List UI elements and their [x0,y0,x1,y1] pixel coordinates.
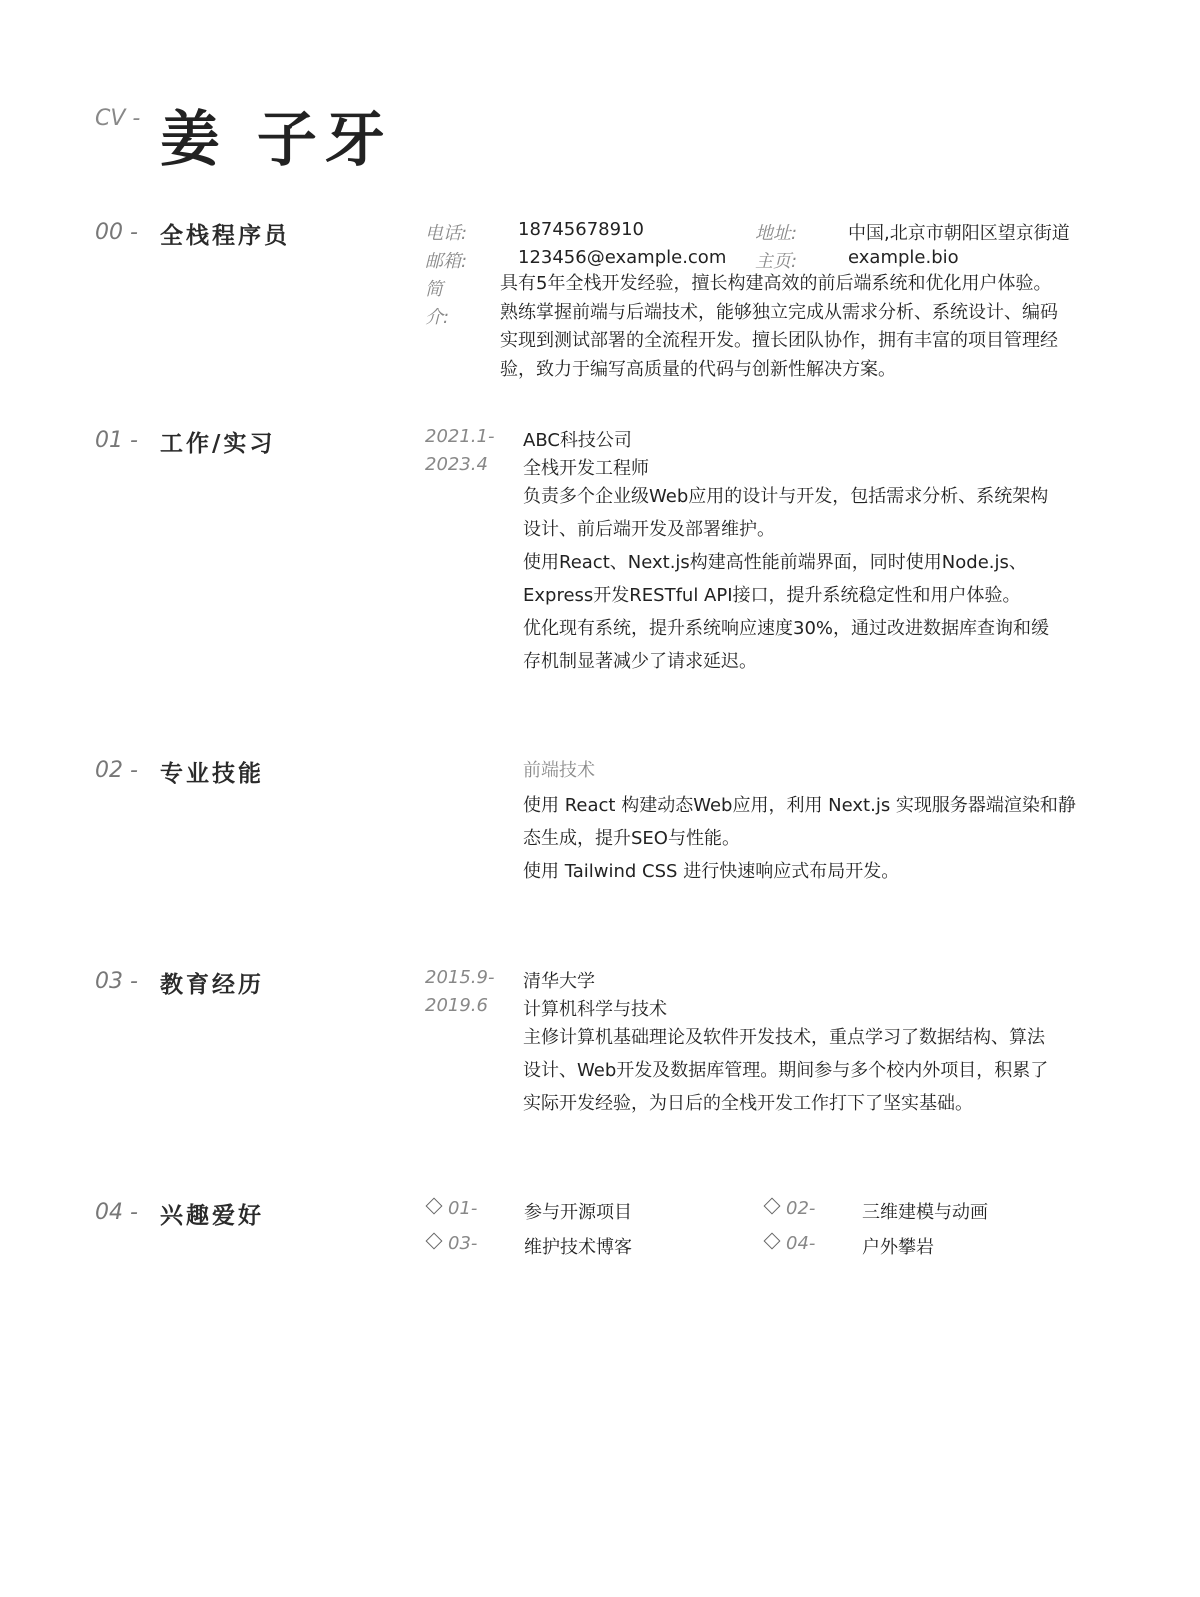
hobby-number: 01- [448,1198,478,1219]
intro-paragraph [500,270,1058,384]
section-title-profile: 全栈程序员 [160,223,290,249]
hobby-item [428,1198,477,1219]
diamond-icon [764,1233,781,1250]
edu-date-start: 2015.9- [425,967,495,988]
edu-major: 计算机科学与技术 [523,999,667,1020]
edu-date-end: 2019.6 [425,995,488,1016]
address-value: 中国,北京市朝阳区望京街道 [848,223,1070,244]
work-line: 存机制显著减少了请求延迟。 [523,651,757,672]
cv-label: CV - [95,106,141,131]
hobby-item [766,1233,815,1254]
section-title-hobbies: 兴趣爱好 [160,1203,264,1229]
work-role: 全栈开发工程师 [523,458,649,479]
intro-line: 实现到测试部署的全流程开发。擅长团队协作，拥有丰富的项目管理经 [500,330,1058,351]
section-number-04: 04 - [95,1200,138,1225]
work-company: ABC科技公司 [523,430,632,451]
edu-school: 清华大学 [523,971,595,992]
section-number-01: 01 - [95,428,138,453]
email-label: 邮箱: [425,251,468,272]
work-line: 使用React、Next.js构建高性能前端界面，同时使用Node.js、 [523,552,1027,573]
section-number-03: 03 - [95,969,138,994]
hobby-item [766,1198,815,1219]
work-line: 设计、前后端开发及部署维护。 [523,519,775,540]
address-label: 地址: [755,223,798,244]
diamond-icon [426,1233,443,1250]
intro-line: 具有5年全栈开发经验，擅长构建高效的前后端系统和优化用户体验。 [500,273,1052,294]
email-value: 123456@example.com [518,247,727,268]
edu-line: 设计、Web开发及数据库管理。期间参与多个校内外项目，积累了 [523,1060,1049,1081]
homepage-label: 主页: [755,251,798,272]
work-date-start: 2021.1- [425,426,495,447]
skills-line: 使用 React 构建动态Web应用，利用 Next.js 实现服务器端渲染和静 [523,795,1076,816]
work-line: 优化现有系统，提升系统响应速度30%，通过改进数据库查询和缓 [523,618,1050,639]
intro-line: 验，致力于编写高质量的代码与创新性解决方案。 [500,358,896,380]
hobby-label: 三维建模与动画 [862,1202,988,1223]
intro-line: 熟练掌握前端与后端技术，能够独立完成从需求分析、系统设计、编码 [500,301,1058,323]
skills-line: 使用 Tailwind CSS 进行快速响应式布局开发。 [523,861,900,882]
edu-line: 主修计算机基础理论及软件开发技术，重点学习了数据结构、算法 [523,1027,1045,1048]
hobby-label: 参与开源项目 [524,1202,632,1223]
section-number-00: 00 - [95,220,138,245]
phone-label: 电话: [425,223,468,244]
work-line: Express开发RESTful API接口，提升系统稳定性和用户体验。 [523,585,1021,606]
hobby-number: 03- [448,1233,478,1254]
section-title-skills: 专业技能 [160,761,264,787]
work-line: 负责多个企业级Web应用的设计与开发，包括需求分析、系统架构 [523,486,1049,507]
hobby-label: 户外攀岩 [862,1237,934,1258]
skills-line: 态生成，提升SEO与性能。 [523,828,740,849]
section-number-02: 02 - [95,758,138,783]
work-date-end: 2023.4 [425,454,488,475]
edu-line: 实际开发经验，为日后的全栈开发工作打下了坚实基础。 [523,1093,973,1114]
section-title-work: 工作/实习 [160,431,276,457]
intro-label-1: 简 [425,279,443,300]
section-title-education: 教育经历 [160,972,264,998]
work-description [523,480,1049,678]
hobby-item [428,1233,477,1254]
hobby-number: 04- [786,1233,816,1254]
diamond-icon [426,1198,443,1215]
skills-description [523,789,1076,888]
hobby-label: 维护技术博客 [524,1237,632,1258]
homepage-value: example.bio [848,247,959,268]
edu-description [523,1021,1048,1120]
skills-subtitle: 前端技术 [523,760,595,781]
intro-label-2: 介: [425,307,450,328]
phone-value: 18745678910 [518,219,644,240]
person-name: 姜 子牙 [160,105,393,175]
hobby-number: 02- [786,1198,816,1219]
diamond-icon [764,1198,781,1215]
